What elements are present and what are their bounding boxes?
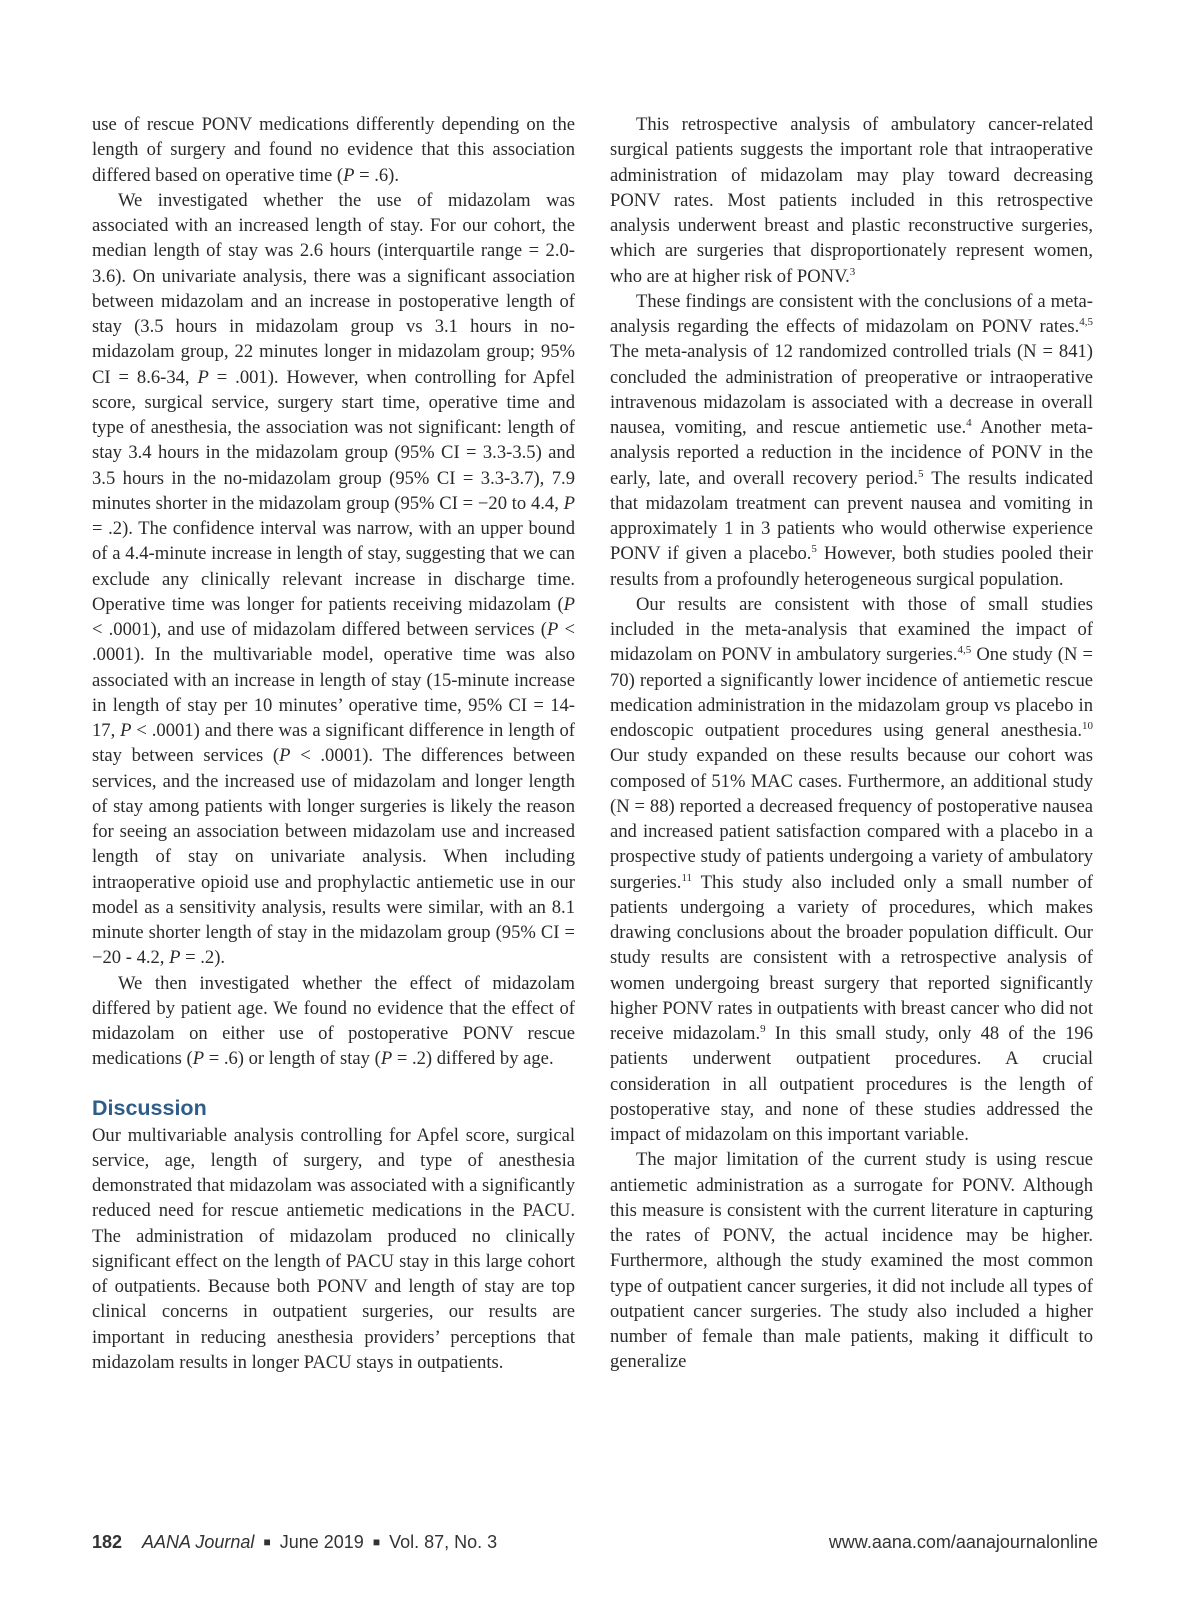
page-number: 182 [92,1532,123,1552]
issue-date: June 2019 [279,1532,364,1552]
body-paragraph: We then investigated whether the effect of midazolam differed by patient age. We found no evidence that the effect of midazolam on either use of postoperative PONV rescue medications (P = .6) or length of stay (P = .2) differed by age. [92,972,575,1070]
citation: 10 [1082,720,1093,732]
citation: 5 [811,543,817,556]
journal-url[interactable]: www.aana.com/aanajournalonline [828,1532,1098,1552]
separator-icon: ■ [372,1535,381,1549]
volume-issue: Vol. 87, No. 3 [389,1532,498,1552]
body-paragraph: The major limitation of the current study is using rescue antiemetic administration as a surrogate for PONV. Although this measure is consistent with the current literature in capturing the rates of PONV, the actual incidence may be higher. Furthermore, although the study examined the most common type of outpatient cancer surgeries, it did not include all types of outpatient cancer surgeries. The study also included a higher number of female than male patients, making it difficult to generalize [610,1149,1093,1373]
citation: 11 [681,871,693,884]
body-paragraph: Our results are consistent with those of small studies included in the meta-analysis that examined the impact of midazolam on PONV in ambulatory surgeries.$^{4,5}$ One study (N = 70) reported a significantly lower incidence of antiemetic rescue medication administration in the midazolam group vs placebo in endoscopic outpatient procedures using general anesthesia.$^{10}$ Our study expanded on these results because our cohort was composed of 51% MAC cases. Furthermore, an additional study (N = 88) reported a decreased frequency of postoperative nausea and increased patient satisfaction compared with a placebo in a prospective study of patients undergoing a variety of ambulatory surgeries.$^{11}$ This study also included only a small number of patients undergoing a variety of procedures, which makes drawing conclusions about the broader population difficult. Our study results are consistent with a retrospective analysis of women undergoing breast surgery that reported significantly higher PONV rates in outpatients with breast cancer who did not receive midazolam.$^9$ In this small study, only 48 of the 196 patients underwent outpatient procedures. A crucial consideration in all outpatient procedures is the length of postoperative stay, and none of these studies addressed the impact of midazolam on this important variable. [610,593,1093,1145]
citation: 4 [966,417,972,429]
citation: 9 [760,1023,766,1035]
citation: 4,5 [957,644,972,657]
citation: 5 [918,467,924,480]
body-paragraph: Our multivariable analysis controlling for Apfel score, surgical service, age, length of surgery, and type of anesthesia demonstrated that midazolam was associated with a significantly reduced need for rescue antiemetic medications in the PACU. The administration of midazolam produced no clinically significant effect on the length of PACU stay in this large cohort of outpatients. Because both PONV and length of stay are top clinical concerns in outpatient surgeries, our results are important in reducing anesthesia providers’ perceptions that midazolam results in longer PACU stays in outpatients. [92,1124,575,1373]
body-paragraph: We investigated whether the use of midazolam was associated with an increased length of stay. For our cohort, the median length of stay was 2.6 hours (interquartile range = 2.0-3.6). On univariate analysis, there was a significant association between midazolam and an increase in postoperative length of stay (3.5 hours in midazolam group vs 3.1 hours in no-midazolam group, 22 minutes longer in midazolam group; 95% CI = 8.6-34, P = .001). However, when controlling for Apfel score, surgical service, surgery start time, operative time and type of anesthesia, the association was not significant: length of stay 3.4 hours in the midazolam group (95% CI = 3.3-3.5) and 3.5 hours in the no-midazolam group (95% CI = 3.3-3.7), 7.9 minutes shorter in the midazolam group (95% CI = −20 to 4.4, P = .2). The confidence interval was narrow, with an upper bound of a 4.4-minute increase in length of stay, suggesting that we can exclude any clinically relevant increase in discharge time. Operative time was longer for patients receiving midazolam (P < .0001), and use of midazolam differed between services (P < .0001). In the multivariable model, operative time was also associated with an increase in length of stay (15-minute increase in length of stay per 10 minutes’ operative time, 95% CI = 14-17, P < .0001) and there was a significant difference in length of stay between services (P < .0001). The differences between services, and the increased use of midazolam and longer length of stay among patients with longer surgeries is likely the reason for seeing an association between midazolam use and increased length of stay on univariate analysis. When including intraoperative opioid use and prophylactic antiemetic use in our model as a sensitivity analysis, results were similar, with an 8.1 minute shorter length of stay in the midazolam group (95% CI = −20 - 4.2, P = .2). [92,189,576,969]
left-column [92,112,575,1375]
body-paragraph: This retrospective analysis of ambulatory cancer-related surgical patients suggests the important role that intraoperative administration of midazolam may play toward decreasing PONV rates. Most patients included in this retrospective analysis underwent breast and plastic reconstructive surgeries, which are surgeries that disproportionately represent women, who are at higher risk of PONV.$^3$ [610,114,1093,287]
body-paragraph: use of rescue PONV medications differently depending on the length of surgery and found no evidence that this association differed based on operative time (P = .6). [92,114,575,186]
page-footer [92,1532,1098,1558]
right-column [610,112,1093,1375]
journal-name: AANA Journal [142,1532,255,1552]
citation: 3 [849,265,856,278]
body-paragraph: These findings are consistent with the conclusions of a meta-analysis regarding the effects of midazolam on PONV rates.$^{4,5}$ The meta-analysis of 12 randomized controlled trials (N = 841) concluded the administration of preoperative or intraoperative intravenous midazolam is associated with a decrease in overall nausea, vomiting, and rescue antiemetic use.$^4$ Another meta-analysis reported a reduction in the incidence of PONV in the early, late, and overall recovery period.$^5$ The results indicated that midazolam treatment can prevent nausea and vomiting in approximately 1 in 3 patients who would otherwise experience PONV if given a placebo.$^5$ However, both studies pooled their results from a profoundly heterogeneous surgical population. [610,290,1094,590]
separator-icon: ■ [263,1535,271,1549]
section-heading: Discussion [92,1095,207,1120]
citation: 4,5 [1079,316,1093,328]
